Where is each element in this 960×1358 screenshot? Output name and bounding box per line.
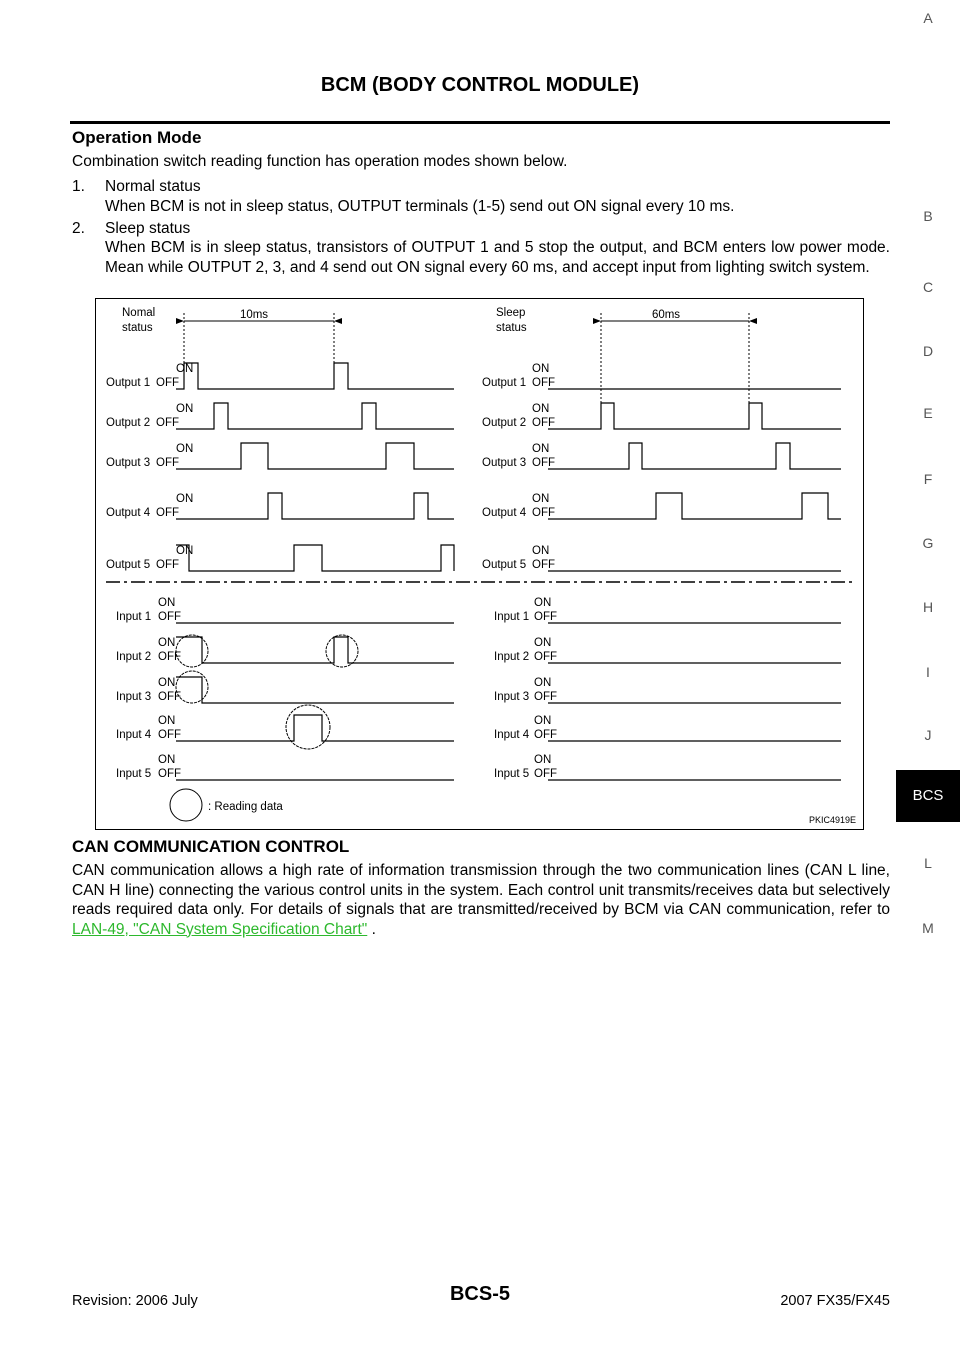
normal-arrow-left	[176, 318, 184, 324]
input-4-on-label: ON	[158, 715, 176, 727]
output-2-sleep-wave	[548, 403, 841, 429]
side-index-b[interactable]: B	[923, 208, 933, 224]
input-5-label: Input 5	[116, 768, 152, 780]
side-index-j[interactable]: J	[924, 727, 932, 743]
footer-revision: Revision: 2006 July	[72, 1293, 198, 1309]
output-5-sleep-on-label: ON	[532, 545, 550, 557]
side-index-h[interactable]: H	[922, 599, 934, 615]
output-3-sleep-on-label: ON	[532, 443, 550, 455]
output-1-sleep-label: Output 1	[482, 377, 527, 389]
side-index-c[interactable]: C	[922, 279, 934, 295]
footer-page-number: BCS-5	[449, 1283, 510, 1305]
input-4-sleep-on-label: ON	[534, 715, 552, 727]
output-5-label: Output 5	[106, 559, 151, 571]
page-title: BCM (BODY CONTROL MODULE)	[320, 74, 640, 96]
input-3-off-label: OFF	[158, 691, 181, 703]
normal-period-label: 10ms	[239, 309, 269, 321]
output-4-off-label: OFF	[156, 507, 179, 519]
list-heading-2: Sleep status	[105, 220, 191, 237]
side-index-m[interactable]: M	[922, 920, 934, 936]
output-1-sleep-on-label: ON	[532, 363, 550, 375]
list-heading-1: Normal status	[105, 178, 201, 195]
side-index-bcs-active[interactable]: BCS	[896, 770, 960, 822]
input-1-sleep-label: Input 1	[494, 611, 530, 623]
input-4-label: Input 4	[116, 729, 152, 741]
output-3-normal-wave	[176, 443, 454, 469]
output-5-off-label: OFF	[156, 559, 179, 571]
side-index-a[interactable]: A	[923, 10, 933, 26]
input-5-sleep-on-label: ON	[534, 754, 552, 766]
input-5-off-label: OFF	[158, 768, 181, 780]
side-index-i[interactable]: I	[926, 664, 930, 680]
sleep-period-label: 60ms	[651, 309, 681, 321]
side-index-e[interactable]: E	[923, 405, 933, 421]
sleep-arrow-left	[593, 318, 601, 324]
footer-model: 2007 FX35/FX45	[780, 1293, 890, 1309]
timing-diagram-svg	[96, 299, 863, 829]
input-1-off-label: OFF	[158, 611, 181, 623]
input-2-normal-wave	[176, 637, 454, 663]
input-1-on-label: ON	[158, 597, 176, 609]
input-3-sleep-on-label: ON	[534, 677, 552, 689]
input-2-sleep-on-label: ON	[534, 637, 552, 649]
output-5-on-label: ON	[176, 545, 194, 557]
output-5-sleep-off-label: OFF	[532, 559, 555, 571]
output-4-sleep-wave	[548, 493, 841, 519]
input-4-sleep-off-label: OFF	[534, 729, 557, 741]
sleep-status-label-2: status	[496, 322, 527, 334]
intro-paragraph: Combination switch reading function has operation modes shown below.	[72, 153, 568, 170]
legend-circle	[170, 789, 202, 821]
output-4-normal-wave	[176, 493, 454, 519]
side-index-d[interactable]: D	[922, 343, 934, 359]
input-1-sleep-off-label: OFF	[534, 611, 557, 623]
output-4-on-label: ON	[176, 493, 194, 505]
list-text-2: When BCM is in sleep status, transistors of OUTPUT 1 and 5 stop the output, and BCM enters low power mode. Mean while OUTPUT 2, 3, and 4 send out ON signal every 60 ms, and accept input from lighting switch system.	[105, 239, 890, 276]
output-1-sleep-off-label: OFF	[532, 377, 555, 389]
section-title-operation-mode: Operation Mode	[72, 128, 202, 147]
output-3-sleep-off-label: OFF	[532, 457, 555, 469]
reading-data-circle-2	[326, 635, 358, 667]
output-4-label: Output 4	[106, 507, 151, 519]
figure-code: PKIC4919E	[808, 815, 856, 825]
output-2-sleep-on-label: ON	[532, 403, 550, 415]
can-text: CAN communication allows a high rate of information transmission through the two communication lines (CAN L line, CAN H line) connecting the various control units in the system. Each control unit transmits/receives data but selectively reads required data only. For details of signals that are transmitted/received by BCM via CAN communication, refer to	[72, 862, 890, 918]
can-text-tail: .	[367, 920, 376, 938]
input-4-off-label: OFF	[158, 729, 181, 741]
reading-data-circle-4	[286, 705, 330, 749]
output-1-normal-wave	[176, 363, 454, 389]
input-2-sleep-label: Input 2	[494, 651, 530, 663]
can-paragraph	[72, 861, 890, 939]
input-4-sleep-label: Input 4	[494, 729, 530, 741]
normal-arrow-right	[334, 318, 342, 324]
output-3-sleep-wave	[548, 443, 841, 469]
reading-data-circle-3	[176, 671, 208, 703]
output-5-sleep-label: Output 5	[482, 559, 527, 571]
output-3-on-label: ON	[176, 443, 194, 455]
section-title-can: CAN COMMUNICATION CONTROL	[72, 837, 350, 856]
output-2-label: Output 2	[106, 417, 151, 429]
side-index-g[interactable]: G	[922, 535, 934, 551]
normal-status-label: Nomal	[122, 307, 156, 319]
side-index	[896, 0, 960, 1358]
output-2-on-label: ON	[176, 403, 194, 415]
list-text-1: When BCM is not in sleep status, OUTPUT terminals (1-5) send out ON signal every 10 ms.	[105, 198, 735, 215]
output-3-off-label: OFF	[156, 457, 179, 469]
side-index-l[interactable]: L	[924, 855, 932, 871]
lan-49-link[interactable]: LAN-49, "CAN System Specification Chart"	[72, 920, 368, 938]
input-4-normal-wave	[176, 715, 454, 741]
legend-label: : Reading data	[208, 801, 283, 813]
normal-status-label-2: status	[122, 322, 153, 334]
output-1-on-label: ON	[176, 363, 194, 375]
output-4-sleep-on-label: ON	[532, 493, 550, 505]
input-2-label: Input 2	[116, 651, 152, 663]
list-number-1: 1.	[72, 178, 85, 195]
output-3-sleep-label: Output 3	[482, 457, 527, 469]
input-3-sleep-off-label: OFF	[534, 691, 557, 703]
output-2-normal-wave	[176, 403, 454, 429]
input-3-on-label: ON	[158, 677, 176, 689]
input-3-label: Input 3	[116, 691, 152, 703]
header-rule	[70, 121, 890, 124]
input-2-off-label: OFF	[158, 651, 181, 663]
input-1-sleep-on-label: ON	[534, 597, 552, 609]
input-2-sleep-off-label: OFF	[534, 651, 557, 663]
output-2-off-label: OFF	[156, 417, 179, 429]
input-5-sleep-off-label: OFF	[534, 768, 557, 780]
output-4-sleep-off-label: OFF	[532, 507, 555, 519]
output-2-sleep-off-label: OFF	[532, 417, 555, 429]
sleep-status-label: Sleep	[496, 307, 526, 319]
sleep-arrow-right	[749, 318, 757, 324]
output-4-sleep-label: Output 4	[482, 507, 527, 519]
timing-diagram	[95, 298, 864, 830]
output-1-off-label: OFF	[156, 377, 179, 389]
input-1-label: Input 1	[116, 611, 152, 623]
output-3-label: Output 3	[106, 457, 151, 469]
output-5-normal-wave	[176, 545, 454, 571]
input-5-sleep-label: Input 5	[494, 768, 530, 780]
input-2-on-label: ON	[158, 637, 176, 649]
output-1-label: Output 1	[106, 377, 151, 389]
input-3-sleep-label: Input 3	[494, 691, 530, 703]
output-2-sleep-label: Output 2	[482, 417, 527, 429]
input-3-normal-wave	[176, 677, 454, 703]
input-5-on-label: ON	[158, 754, 176, 766]
side-index-f[interactable]: F	[923, 471, 933, 487]
list-number-2: 2.	[72, 220, 85, 237]
